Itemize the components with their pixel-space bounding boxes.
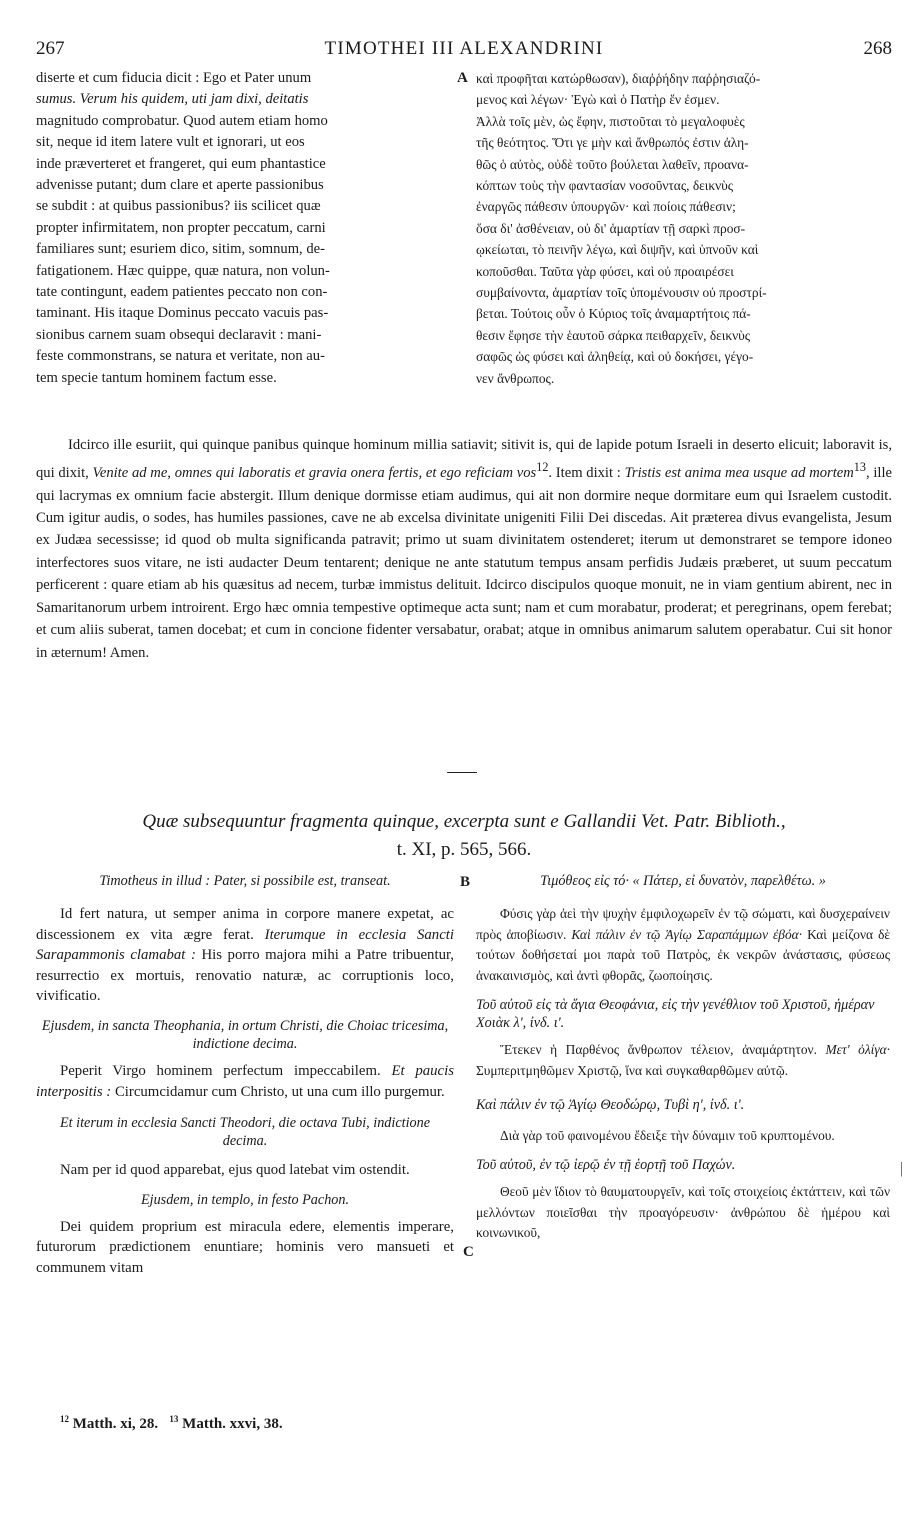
greek-text-line: Ἀλλὰ τοῖς μὲν, ὡς ἔφην, πιστοῦται τὸ μεγαλοφυὲς <box>476 113 745 129</box>
footnote-text: Matth. xxvi, 38. <box>182 1416 283 1432</box>
latin-text-line: sionibus carnem suam obsequi declaravit : mani- <box>36 326 322 343</box>
margin-marker-c: C <box>463 1244 474 1260</box>
greek-text-line: σαφῶς ὡς φύσει καὶ ἀληθείᾳ, καὶ οὐ δοκήσει, γέγο- <box>476 349 754 365</box>
latin-text-line: taminant. His itaque Dominus peccato vacuis pas- <box>36 305 329 322</box>
greek-text-line: ὅσα δι' ἀσθένειαν, οὐ δι' ἁμαρτίαν τῇ σαρκὶ προσ- <box>476 220 746 236</box>
greek-text-line: καὶ προφῆται κατώρθωσαν), διαῤῥήδην παῤῥησιαζό- <box>476 71 761 86</box>
latin-text-line: diserte et cum fiducia dicit : Ego et Pater unum <box>36 70 312 86</box>
margin-marker-b: B <box>460 874 471 890</box>
running-title: TIMOTHEI III ALEXANDRINI <box>324 38 604 59</box>
fragment-body: Θεοῦ μὲν ἴδιον τὸ θαυματουργεῖν, καὶ τοῖς στοιχείοις ἐκτάττειν, καὶ τῶν μελλόντων ποιεῖσθαι τὴν προαγόρευσιν· ἀνθρώπου δὲ ἡμέρου καὶ κοινωνικοῦ, <box>476 1184 890 1241</box>
footnote-ref-12: 12 <box>536 460 549 475</box>
latin-text-line: familiares sunt; esuriem dico, sitim, somnum, de- <box>36 241 325 258</box>
latin-text-line: fatigationem. Hæc quippe, quæ natura, non volun- <box>36 262 330 279</box>
page-header <box>36 38 892 66</box>
latin-text-line: advenisse putant; dum clare et aperte passionibus <box>36 177 324 194</box>
latin-text-line: se subdit : at quibus passionibus? iis scilicet quæ <box>36 198 321 215</box>
footnote-text: Matth. xi, 28. <box>72 1416 159 1432</box>
greek-text-line: κοποῦσθαι. Ταῦτα γὰρ φύσει, καὶ οὐ προαιρέσει <box>476 263 734 279</box>
greek-text-line: κόπτων τοὺς τὴν φαντασίαν νοσοῦντας, δεικνὺς <box>476 178 734 194</box>
margin-mark: | <box>900 1160 904 1177</box>
page-number-left: 267 <box>36 38 65 59</box>
page-number-right: 268 <box>863 38 892 59</box>
full-width-paragraph: Idcirco ille esuriit, qui quinque panibus quinque hominum millia satiavit; sitivit is, qui de lapide potum Israeli in deserto elicuit; laboravit is, qui dixit, Venite ad me, omnes qui laboratis et gravia onera fertis, et ego reficiam vos$^{12}$. Item dixit : Tristis est anima mea usque ad mortem$^{13}$, ille qui lacrymas ex omnium facie abstergit. Illum denique dormisse etiam audimus, qui ait non dormire neque dormitare eum qui Israelem custodit. Cum igitur audis, o sodes, has humiles passiones, cave ne ab excelsa divinitate unigeniti Filii Dei discedas. Ait præterea divus evangelista, Jesum ex Judæa secessisse; id quod ob multa significanda patravit; primo ut suam divinitatem ostenderet; iterum ut demonstraret se tempore idoneo interfectores suos vitare, ne isti audacter Deum tentarent; denique ne ante statutum tempus ansam perfidis Judæis præberet, ut suum peccatum perficerent : quare etiam ab his quæsitus ad necem, turbæ immistus delituit. Idcirco discipulos quoque monuit, ne in viam gentium abirent, nec in Samaritanorum urbem introirent. Ergo hæc omnia tempestive optimeque acta sunt; nam et cum morabatur, proderat; et peregrinans, opem ferebat; et cum aliis suberat, tamen docebat; et cum in concione fidenter versabatur, orabat; atque in omnibus animarum salutem operabatur. Cui sit honor in æternum! Amen. <box>36 437 892 661</box>
fragment-body: Ἔτεκεν ἡ Παρθένος ἄνθρωπον τέλειον, ἀναμάρτητον. Μετ' ὀλίγα· Συμπεριτμηθῶμεν Χριστῷ, ἵνα καὶ συγκαθαρθῶμεν αὐτῷ. <box>476 1042 890 1078</box>
latin-text-line: feste commonstrans, se natura et veritate, non au- <box>36 348 325 365</box>
latin-text-line: tate contingunt, eadem patientes peccato non con- <box>36 284 328 301</box>
section-heading: Quæ subsequuntur fragmenta quinque, excerpta sunt e Gallandii Vet. Patr. Biblioth., t. XI, p. 565, 566. <box>142 811 786 860</box>
greek-text-line: μενος καὶ λέγων· Ἐγὼ καὶ ὁ Πατὴρ ἕν ἐσμεν. <box>476 92 720 108</box>
footnote-ref-13: 13 <box>853 460 866 475</box>
greek-column-top <box>476 68 890 389</box>
footnote-number: 12 <box>60 1414 69 1424</box>
greek-fragments-column <box>476 872 890 1244</box>
fragment-title: Timotheus in illud : Pater, si possibile est, transeat. <box>99 873 391 889</box>
latin-text-line: sit, neque id item latere vult et ignorari, ut eos <box>36 134 305 151</box>
greek-text-line: ῳκείωται, τὸ πεινῆν λέγω, καὶ διψῆν, καὶ ὑπνοῦν καὶ <box>476 242 759 258</box>
latin-text-line: inde præverteret et frangeret, qui eum phantastice <box>36 155 326 172</box>
fragment-title: Et iterum in ecclesia Sancti Theodori, die octava Tubi, indictione decima. <box>60 1115 430 1150</box>
fragment-body: Dei quidem proprium est miracula edere, elementis imperare, futurorum prædictionem enuntiare; hominis vero mansueti et communem vitam <box>36 1218 454 1276</box>
greek-text-line: συμβαίνοντα, ἁμαρτίαν τοῖς ὑπομένουσιν οὐ προστρί- <box>476 285 767 301</box>
fragment-title: Καὶ πάλιν ἐν τῷ Ἁγίῳ Θεοδώρῳ, Τυβὶ η', ἰνδ. ι'. <box>476 1096 745 1113</box>
fragment-title: Τιμόθεος εἰς τό· « Πάτερ, εἰ δυνατὸν, παρελθέτω. » <box>540 873 826 889</box>
greek-text-line: θῶς ὁ αὐτὸς, οὐδὲ τοῦτο βούλεται λαθεῖν, προανα- <box>476 156 749 172</box>
latin-column-top <box>36 68 454 389</box>
greek-text-line: τῆς θεότητος. Ὅτι γε μὴν καὶ ἄνθρωπός ἐστιν ἀλη- <box>476 135 749 151</box>
greek-text-line: θεσιν ἔφησε τὴν ἑαυτοῦ σάρκα πειθαρχεῖν, δεικνὺς <box>476 327 751 343</box>
fragment-title: Ejusdem, in sancta Theophania, in ortum Christi, die Choiac tricesima, indictione decima. <box>41 1017 449 1052</box>
latin-fragments-column <box>36 872 454 1279</box>
fragment-body: Nam per id quod apparebat, ejus quod latebat vim ostendit. <box>60 1162 410 1179</box>
fragment-title: Τοῦ αὐτοῦ, ἐν τῷ ἱερῷ ἐν τῇ ἑορτῇ τοῦ Παχών. <box>476 1157 736 1174</box>
fragment-body: Peperit Virgo hominem perfectum impeccabilem. Et paucis interpositis : Circumcidamur cum Christo, ut una cum illo purgemur. <box>36 1062 454 1100</box>
fragment-body: Φύσις γὰρ ἀεὶ τὴν ψυχὴν ἐμφιλοχωρεῖν ἐν τῷ σώματι, καὶ δυσχεραίνειν πρὸς ἀποβίωσιν. Καὶ πάλιν ἐν τῷ Ἁγίῳ Σαραπάμμων ἐβόα· Καὶ μείζονα δὲ τούτων δοθήσεταί μοι παρὰ τοῦ Πατρὸς, ἐκ νεκρῶν ἀνάστασις, φύσεως ἀνακαινισμὸς, καὶ ἀντὶ φθορᾶς, ζωοποίησις. <box>476 906 891 983</box>
latin-text-line: magnitudo comprobatur. Quod autem etiam homo <box>36 112 328 129</box>
fragment-body: Id fert natura, ut semper anima in corpore manere expetat, ac discessionem ex vita ægre ferat. Iterumque in ecclesia Sancti Sarapammonis clamabat : His porro majora mihi a Patre tribuentur, resurrectio ex mortuis, renovatio naturæ, ac corruptionis loco, vivificatio. <box>36 906 454 1005</box>
fragment-title: Τοῦ αὐτοῦ εἰς τὰ ἅγια Θεοφάνια, εἰς τὴν γενέθλιον τοῦ Χριστοῦ, ἡμέραν Χοιὰκ λ', ἰνδ. ι'. <box>476 997 875 1032</box>
fragment-title: Ejusdem, in templo, in festo Pachon. <box>140 1191 350 1208</box>
section-divider <box>447 772 477 773</box>
footnote-number: 13 <box>169 1414 179 1424</box>
greek-text-line: ἐναργῶς πάθεσιν ὑπουργῶν· καὶ ποίοις πάθεσιν; <box>476 199 736 215</box>
latin-text-line: tem specie tantum hominem factum esse. <box>36 369 277 386</box>
margin-marker-a: A <box>457 70 468 86</box>
footnotes <box>60 1414 283 1433</box>
fragment-body: Διὰ γὰρ τοῦ φαινομένου ἔδειξε τὴν δύναμιν τοῦ κρυπτομένου. <box>500 1127 835 1143</box>
latin-text-line: propter infirmitatem, non propter peccatum, carni <box>36 219 326 236</box>
greek-text-line: βεται. Τούτοις οὖν ὁ Κύριος τοῖς ἀναμαρτήτοις πά- <box>476 306 751 322</box>
greek-text-line: νεν ἄνθρωπος. <box>476 370 555 386</box>
latin-text-line: sumus. Verum his quidem, uti jam dixi, deitatis <box>36 91 309 108</box>
